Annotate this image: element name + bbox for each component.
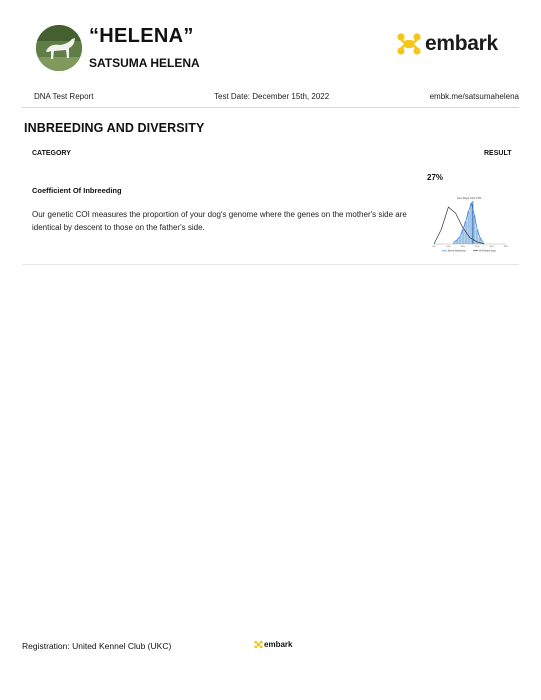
histogram-bar [453,242,456,244]
column-header-category: CATEGORY [32,150,71,157]
x-tick-label: 40% [489,246,494,248]
column-header-result: RESULT [484,150,512,157]
test-date: Test Date: December 15th, 2022 [214,92,330,101]
coi-chart-svg [430,194,508,256]
chart-title: Your Dog's COI: 27% [456,197,482,200]
footer-logo-text: embark [264,640,293,649]
report-label: DNA Test Report [34,92,94,101]
footer-embark-logo [254,640,292,649]
x-tick-label: 30% [475,246,480,248]
x-tick-label: 20% [460,246,465,248]
coi-description: Our genetic COI measures the proportion of your dog's genome where the genes on the mother's side are identical by descent to those on the father's side. [32,210,407,232]
footer-registration: Registration: United Kennel Club (UKC) [22,641,172,651]
dog-name: “HELENA” [89,25,194,47]
coi-result: 27% [427,173,444,182]
x-tick-label: 10% [446,246,451,248]
embark-logo-icon [254,640,263,649]
logo-text: embark [425,32,498,55]
report-header-bar [22,86,519,108]
embark-logo-icon [396,31,422,57]
embark-logo [396,30,498,58]
registered-name: SATSUMA HELENA [89,56,200,70]
section-title: INBREEDING AND DIVERSITY [24,121,205,135]
x-tick-label: 50% [503,246,508,248]
legend-breed: Breed distribution [448,250,466,253]
dog-avatar [36,25,82,71]
profile-url[interactable]: embk.me/satsumahelena [429,92,519,101]
dog-photo-icon [36,25,82,71]
x-tick-label: 0% [432,246,436,248]
coi-chart [430,194,508,256]
legend-swatch-breed [442,250,447,251]
section-divider [22,264,519,265]
legend-all: All Embark dogs [479,250,496,253]
histogram-bar [467,211,470,244]
coi-title: Coefficient Of Inbreeding [32,186,122,195]
